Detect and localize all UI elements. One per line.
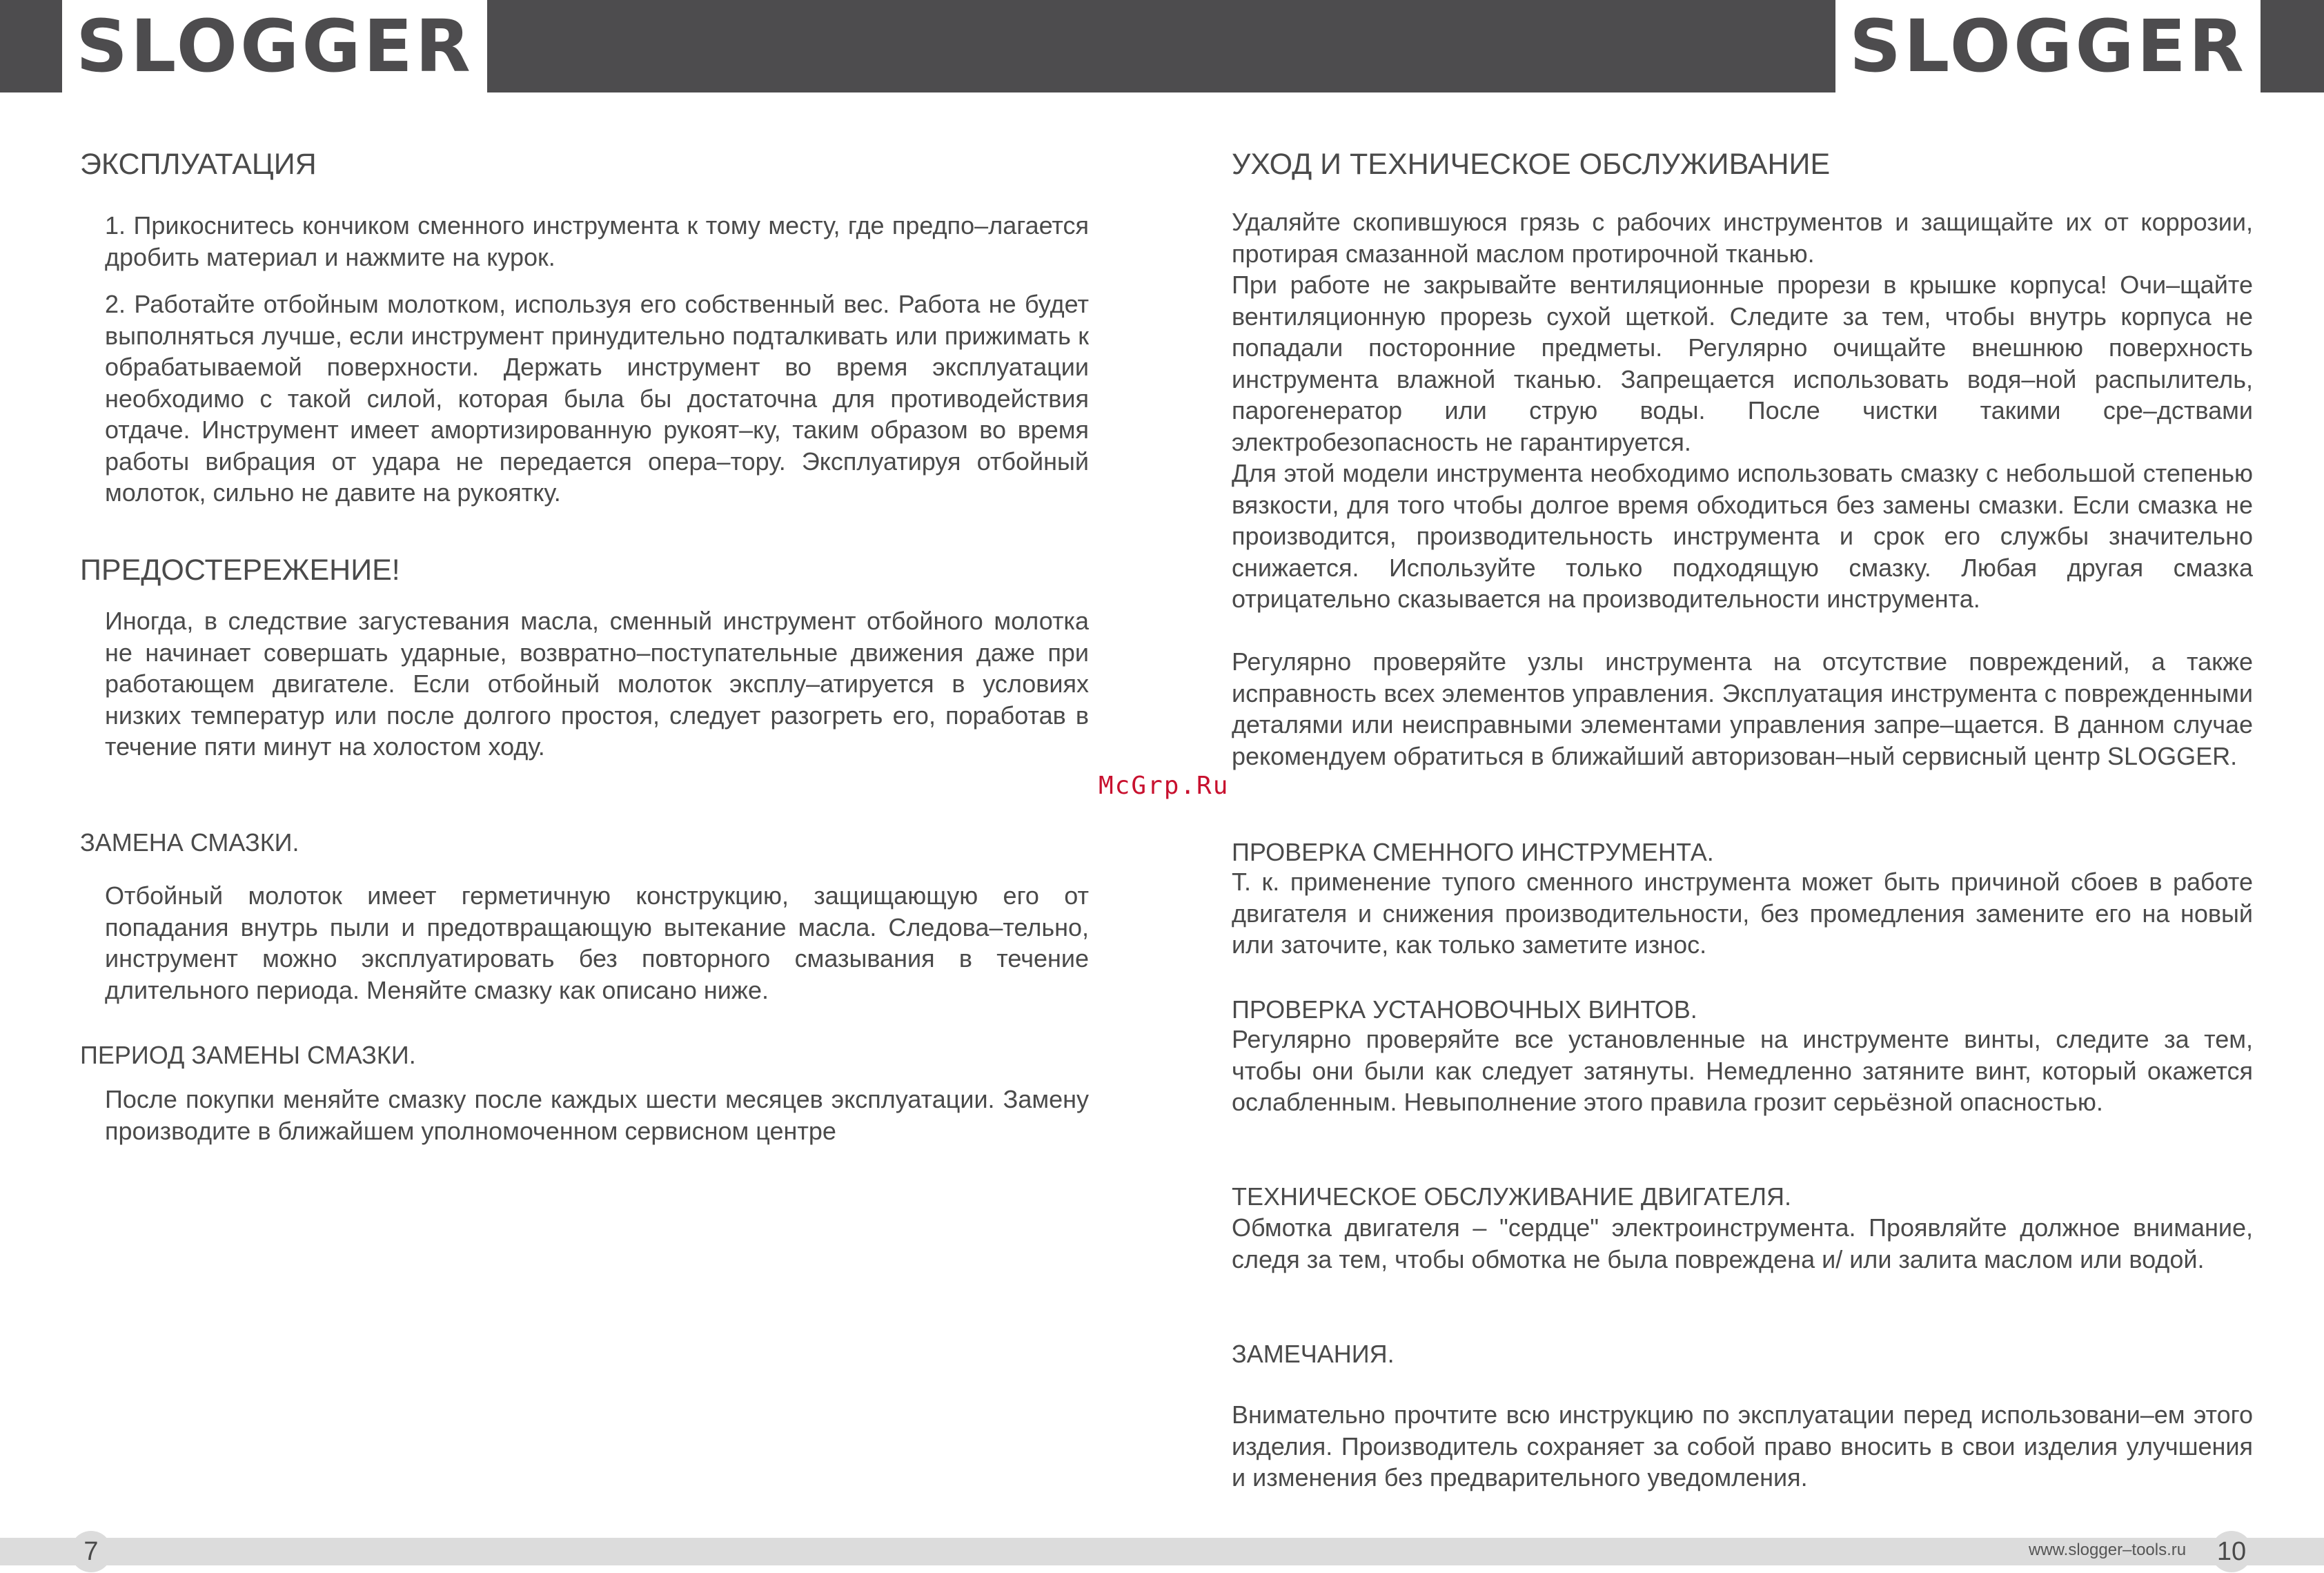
care-paragraph-1: Удаляйте скопившуюся грязь с рабочих инструментов и защищайте их от коррозии, протирая смазанной маслом протирочной тканью. (1232, 208, 2253, 268)
notes-paragraph: Внимательно прочтите всю инструкцию по эксплуатации перед использовани–ем этого изделия. Производитель сохраняет за собой право вносить в свои изделия улучшения и изменения без предварительного уведомления. (1232, 1400, 2253, 1492)
lube-title: ЗАМЕНА СМАЗКИ. (80, 828, 299, 857)
care-paragraph-3: Для этой модели инструмента необходимо использовать смазку с небольшой степенью вязкости, для того чтобы долгое время обходиться без замены смазки. Если смазка не производится, производительность инструмента и срок его службы значительно снижается. Используйте только подходящую смазку. Любая другая смазка отрицательно сказывается на производительности инструмента. (1232, 459, 2253, 613)
brand-logo-left (62, 0, 487, 92)
watermark: McGrp.Ru (1099, 772, 1230, 800)
page-number-right: 10 (2211, 1531, 2252, 1572)
operation-title: ЭКСПЛУАТАЦИЯ (80, 148, 317, 181)
care-paragraph-2: При работе не закрывайте вентиляционные прорези в крышке корпуса! Очи–щайте вентиляционную прорезь сухой щеткой. Следите за тем, чтобы внутрь корпуса не попадали посторонние предметы. Регулярно очищайте внешнюю поверхность инструмента влажной тканью. Запрещается использовать водя–ной распылитель, парогенератор или струю воды. После чистки такими сре–дствами электробезопасность не гарантируется. (1232, 271, 2253, 456)
operation-step-1: 1. Прикоснитесь кончиком сменного инструмента к тому месту, где предпо–лагается дробить материал и нажмите на курок. (105, 211, 1089, 271)
warning-title: ПРЕДОСТЕРЕЖЕНИЕ! (80, 554, 400, 587)
operation-step-2: 2. Работайте отбойным молотком, используя его собственный вес. Работа не будет выполняться лучше, если инструмент принудительно подталкивать или прижимать к обрабатываемой поверхности. Держать инструмент во время эксплуатации необходимо с такой силой, которая была бы достаточна для противодействия отдаче. Инструмент имеет амортизированную рукоят–ку, таким образом во время работы вибрация от удара не передается опера–тору. Эксплуатируя отбойный молоток, сильно не давите на рукоятку. (105, 290, 1089, 507)
motor-service-title: ТЕХНИЧЕСКОЕ ОБСЛУЖИВАНИЕ ДВИГАТЕЛЯ. (1232, 1182, 1792, 1211)
screws-check-paragraph: Регулярно проверяйте все установленные на инструменте винты, следите за тем, чтобы они были как следует затянуты. Немедленно затяните винт, который окажется ослабленным. Невыполнение этого правила грозит серьёзной опасностью. (1232, 1025, 2253, 1116)
period-title: ПЕРИОД ЗАМЕНЫ СМАЗКИ. (80, 1041, 416, 1069)
lube-paragraph: Отбойный молоток имеет герметичную конструкцию, защищающую его от попадания внутрь пыли и предотвращающую вытекание масла. Следова–тельно, инструмент можно эксплуатировать без повторного смазывания в течение длительного периода. Меняйте смазку как описано ниже. (105, 881, 1089, 1004)
brand-logo-right (1835, 0, 2261, 92)
brand-name-right: SLOGGER (1849, 4, 2247, 88)
period-paragraph: После покупки меняйте смазку после каждых шести месяцев эксплуатации. Замену производите в ближайшем уполномоченном сервисном центре (105, 1085, 1089, 1145)
warning-paragraph: Иногда, в следствие загустевания масла, сменный инструмент отбойного молотка не начинает совершать ударные, возвратно–поступательные движения даже при работающем двигателе. Если отбойный молоток эксплу–атируется в условиях низких температур или после долгого простоя, следует разогреть его, поработав в течение пяти минут на холостом ходу. (105, 607, 1089, 761)
screws-check-title: ПРОВЕРКА УСТАНОВОЧНЫХ ВИНТОВ. (1232, 995, 1697, 1024)
tool-check-title: ПРОВЕРКА СМЕННОГО ИНСТРУМЕНТА. (1232, 838, 1714, 866)
page-number-left: 7 (70, 1531, 112, 1572)
care-title: УХОД И ТЕХНИЧЕСКОЕ ОБСЛУЖИВАНИЕ (1232, 148, 1831, 181)
notes-title: ЗАМЕЧАНИЯ. (1232, 1340, 1395, 1368)
brand-name-left: SLOGGER (76, 4, 473, 88)
motor-service-paragraph: Обмотка двигателя – "сердце" электроинструмента. Проявляйте должное внимание, следя за тем, чтобы обмотка не была повреждена и/ или залита маслом или водой. (1232, 1213, 2253, 1273)
footer-bar (0, 1538, 2324, 1565)
website-link[interactable]: www.slogger–tools.ru (2029, 1541, 2187, 1559)
tool-check-paragraph: Т. к. применение тупого сменного инструмента может быть причиной сбоев в работе двигателя и снижения производительности, без промедления замените его на новый или заточите, как только заметите износ. (1232, 868, 2253, 959)
care-paragraph-4: Регулярно проверяйте узлы инструмента на отсутствие повреждений, а также исправность всех элементов управления. Эксплуатация инструмента с поврежденными деталями или неисправными элементами управления запре–щается. В данном случае рекомендуем обратиться в ближайший авторизован–ный сервисный центр SLOGGER. (1232, 647, 2253, 770)
